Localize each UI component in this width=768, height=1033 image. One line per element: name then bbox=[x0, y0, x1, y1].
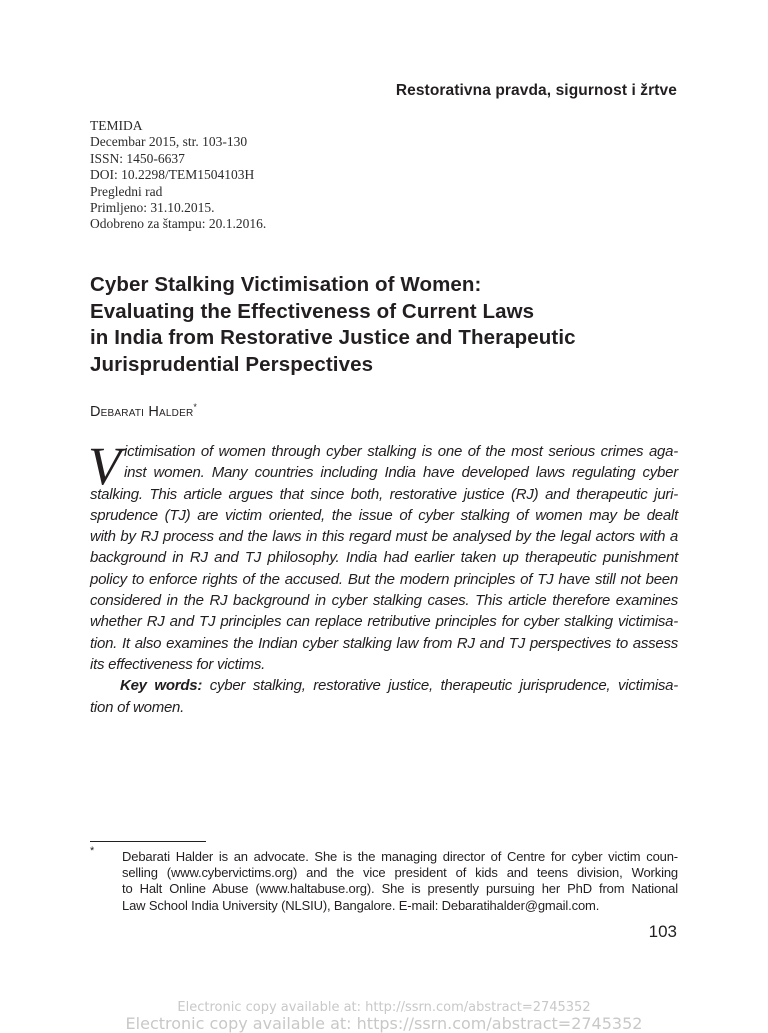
title-line: Evaluating the Effectiveness of Current Laws bbox=[90, 299, 535, 323]
meta-doi: DOI: 10.2298/TEM1504103H bbox=[90, 167, 255, 183]
abstract-line: tion. It also examines the Indian cyber stalking law from RJ and TJ perspectives to assess bbox=[90, 634, 678, 652]
footnote-rule bbox=[90, 841, 206, 842]
abstract-line: inst women. Many countries including India have developed laws regulating cyber bbox=[124, 464, 678, 482]
author-name: Debarati Halder bbox=[90, 403, 194, 420]
abstract-line: sprudence (TJ) are victim oriented, the issue of cyber stalking of women may be dealt bbox=[90, 506, 678, 524]
abstract-line: considered in the RJ background in cyber stalking cases. This article therefore examines bbox=[90, 592, 678, 610]
journal-meta bbox=[90, 118, 266, 233]
abstract-line: ictimisation of women through cyber stalking is one of the most serious crimes aga- bbox=[124, 443, 678, 460]
keywords-label: Key words: bbox=[120, 677, 203, 695]
footnote-line: Law School India University (NLSIU), Bangalore. E-mail: Debaratihalder@gmail.com. bbox=[122, 897, 600, 913]
ssrn-watermark: Electronic copy available at: http://ssrn.com/abstract=2745352 bbox=[177, 1000, 591, 1015]
footnote-line: selling (www.cybervictims.org) and the vice president of kids and teens division, Working bbox=[122, 865, 678, 881]
page-number: 103 bbox=[648, 922, 677, 941]
meta-journal: TEMIDA bbox=[90, 118, 143, 133]
meta-issue: Decembar 2015, str. 103-130 bbox=[90, 134, 248, 150]
footnote bbox=[122, 849, 678, 914]
meta-accepted: Odobreno za štampu: 20.1.2016. bbox=[90, 216, 267, 232]
footnote-line: to Halt Online Abuse (www.haltabuse.org). She is presently pursuing her PhD from National bbox=[122, 881, 678, 897]
title-line: Jurisprudential Perspectives bbox=[90, 352, 374, 376]
abstract-line: whether RJ and TJ principles can replace retributive principles for cyber stalking victimisa- bbox=[90, 613, 678, 631]
abstract-line: with by RJ process and the laws in this regard must be analysed by the legal actors with a bbox=[90, 528, 678, 546]
ssrn-watermark: Electronic copy available at: https://ssrn.com/abstract=2745352 bbox=[125, 1014, 643, 1033]
keywords-line: tion of women. bbox=[90, 698, 185, 716]
meta-received: Primljeno: 31.10.2015. bbox=[90, 200, 215, 216]
title-line: Cyber Stalking Victimisation of Women: bbox=[90, 273, 482, 296]
footnote-line: Debarati Halder is an advocate. She is the managing director of Centre for cyber victim coun- bbox=[122, 849, 678, 864]
article-title bbox=[90, 272, 690, 378]
footnote-mark: * bbox=[90, 845, 95, 857]
abstract-line: stalking. This article argues that since both, restorative justice (RJ) and therapeutic juri- bbox=[90, 485, 678, 503]
abstract-line: its effectiveness for victims. bbox=[90, 655, 266, 673]
running-head: Restorativna pravda, sigurnost i žrtve bbox=[395, 82, 677, 99]
abstract-line: policy to enforce rights of the accused. But the modern principles of TJ have still not been bbox=[90, 570, 678, 588]
meta-issn: ISSN: 1450-6637 bbox=[90, 150, 185, 166]
abstract-line: background in RJ and TJ philosophy. India had earlier taken up therapeutic punishment bbox=[90, 549, 678, 567]
keywords-line bbox=[90, 675, 678, 696]
abstract bbox=[88, 436, 678, 718]
author-byline bbox=[90, 402, 197, 420]
title-line: in India from Restorative Justice and Therapeutic bbox=[90, 326, 576, 349]
drop-cap: V bbox=[88, 436, 121, 496]
keywords-text: cyber stalking, restorative justice, therapeutic jurisprudence, victimisa- bbox=[209, 677, 678, 695]
meta-type: Pregledni rad bbox=[90, 183, 163, 199]
author-footnote-mark: * bbox=[193, 402, 198, 412]
